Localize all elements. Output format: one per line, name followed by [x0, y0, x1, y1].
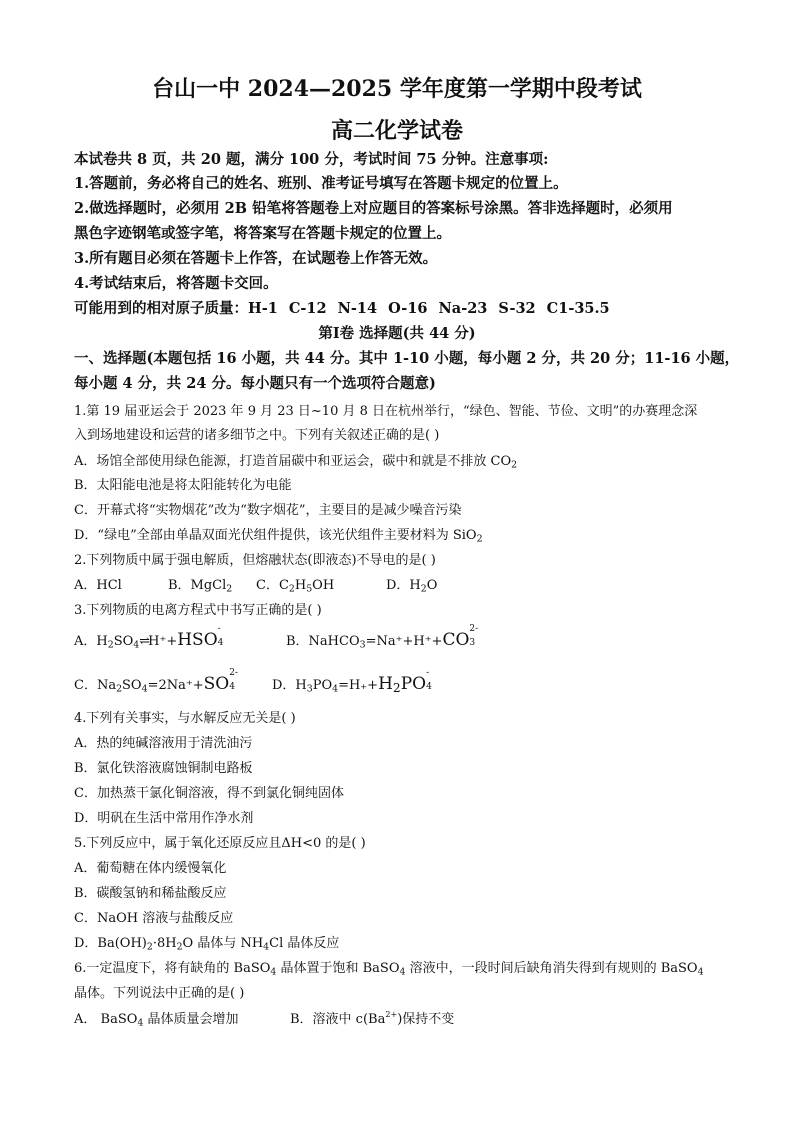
q4-option-b: B．氯化铁溶液腐蚀铜制电路板 — [74, 761, 253, 776]
q2-stem: 2.下列物质中属于强电解质，但熔融状态(即液态)不导电的是( ) — [74, 553, 436, 568]
q2-option-b: B．MgCl$_2$ — [168, 578, 233, 595]
atomic-masses: 可能用到的相对原子质量：H-1 C-12 N-14 O-16 Na-23 S-32 C1-35.5 — [74, 300, 610, 317]
q3-option-c: C．$Na_2SO_4=2Na^++SO$ 2- 4 — [74, 668, 238, 695]
q2-option-d: D．$H_2O$ — [386, 578, 438, 595]
instruction-item-1: 1.答题前，务必将自己的姓名、班别、准考证号填写在答题卡规定的位置上。 — [74, 175, 568, 192]
q5-option-d: D．$Ba(OH)_2\cdot 8H_2O$ 晶体与 $NH_4Cl$ 晶体反应 — [74, 936, 340, 953]
instruction-item-3: 3.所有题目必须在答题卡上作答，在试题卷上作答无效。 — [74, 250, 438, 267]
equilibrium-arrow-icon: ⇌ — [139, 634, 149, 649]
q4-option-d: D．明矾在生活中常用作净水剂 — [74, 811, 254, 826]
q3-stem: 3.下列物质的电离方程式中书写正确的是( ) — [74, 603, 322, 618]
exam-title: 台山一中 2024—2025 学年度第一学期中段考试 — [152, 76, 642, 102]
instructions-intro: 本试卷共 8 页，共 20 题，满分 100 分，考试时间 75 分钟。注意事项: — [74, 151, 549, 168]
part1-heading: 第Ⅰ卷 选择题(共 44 分) — [318, 325, 476, 342]
section-instructions-line1: 一、选择题(本题包括 16 小题，共 44 分。其中 1-10 小题，每小题 2 分，共 20 分；11-16 小题， — [74, 350, 740, 367]
q3-option-a: A．$H_2SO_4\rightleftharpoons H^++HSO$ - 4 — [74, 624, 224, 651]
q1-stem-line1: 1.第 19 届亚运会于 2023 年 9 月 23 日~10 月 8 日在杭州举行，“绿色、智能、节俭、文明”的办赛理念深 — [74, 404, 698, 419]
q2-option-a: A．HCl — [74, 578, 122, 593]
q4-stem: 4.下列有关事实，与水解反应无关是( ) — [74, 711, 296, 726]
q1-stem-line2: 入到场地建设和运营的诸多细节之中。下列有关叙述正确的是( ) — [74, 428, 440, 443]
q4-option-c: C．加热蒸干氯化铜溶液，得不到氯化铜纯固体 — [74, 786, 344, 801]
instruction-item-2-line2: 黑色字迹钢笔或签字笔，将答案写在答题卡规定的位置上。 — [74, 225, 451, 242]
q4-option-a: A．热的纯碱溶液用于清洗油污 — [74, 736, 253, 751]
section-instructions-line2: 每小题 4 分，共 24 分。每小题只有一个选项符合题意) — [74, 375, 436, 392]
q6-stem-line1: 6.一定温度下，将有缺角的 BaSO$_4$ 晶体置于饱和 BaSO$_4$ 溶液中，一段时间后缺角消失得到有规则的 BaSO$_4$ — [74, 961, 704, 978]
instruction-item-2-line1: 2.做选择题时，必须用 2B 铅笔将答题卷上对应题目的答案标号涂黑。答非选择题时，必须用 — [74, 200, 673, 217]
q1-option-a: A．场馆全部使用绿色能源，打造首届碳中和亚运会，碳中和就是不排放 $CO_2$ — [74, 454, 518, 471]
q6-stem-line2: 晶体。下列说法中正确的是( ) — [74, 986, 245, 1001]
q1-option-c: C．开幕式将“实物烟花”改为“数字烟花”，主要目的是减少噪音污染 — [74, 503, 462, 518]
q5-stem: 5.下列反应中，属于氧化还原反应且ΔH<0 的是( ) — [74, 836, 366, 851]
q5-option-c: C．NaOH 溶液与盐酸反应 — [74, 911, 234, 926]
q6-option-b: B．溶液中 $c(Ba^{2+})$保持不变 — [290, 1009, 455, 1027]
exam-subtitle: 高二化学试卷 — [330, 118, 463, 144]
q6-option-a: A． BaSO$_4$ 晶体质量会增加 — [74, 1012, 239, 1029]
q3-option-d: D．$H_3PO_4=H_++H_2PO$ - 4 — [272, 668, 432, 696]
instruction-item-4: 4.考试结束后，将答题卡交回。 — [74, 275, 278, 292]
q5-option-b: B．碳酸氢钠和稀盐酸反应 — [74, 886, 227, 901]
q3-option-b: B．NaHCO$_3$=Na⁺+H⁺+CO 2- 3 — [286, 624, 479, 651]
q2-option-c: C．$C_2H_5OH$ — [256, 578, 335, 595]
q1-option-d: D．“绿电”全部由单晶双面光伏组件提供，该光伏组件主要材料为 SiO$_2$ — [74, 528, 483, 545]
q1-option-b: B．太阳能电池是将太阳能转化为电能 — [74, 478, 292, 493]
q5-option-a: A．葡萄糖在体内缓慢氧化 — [74, 861, 227, 876]
